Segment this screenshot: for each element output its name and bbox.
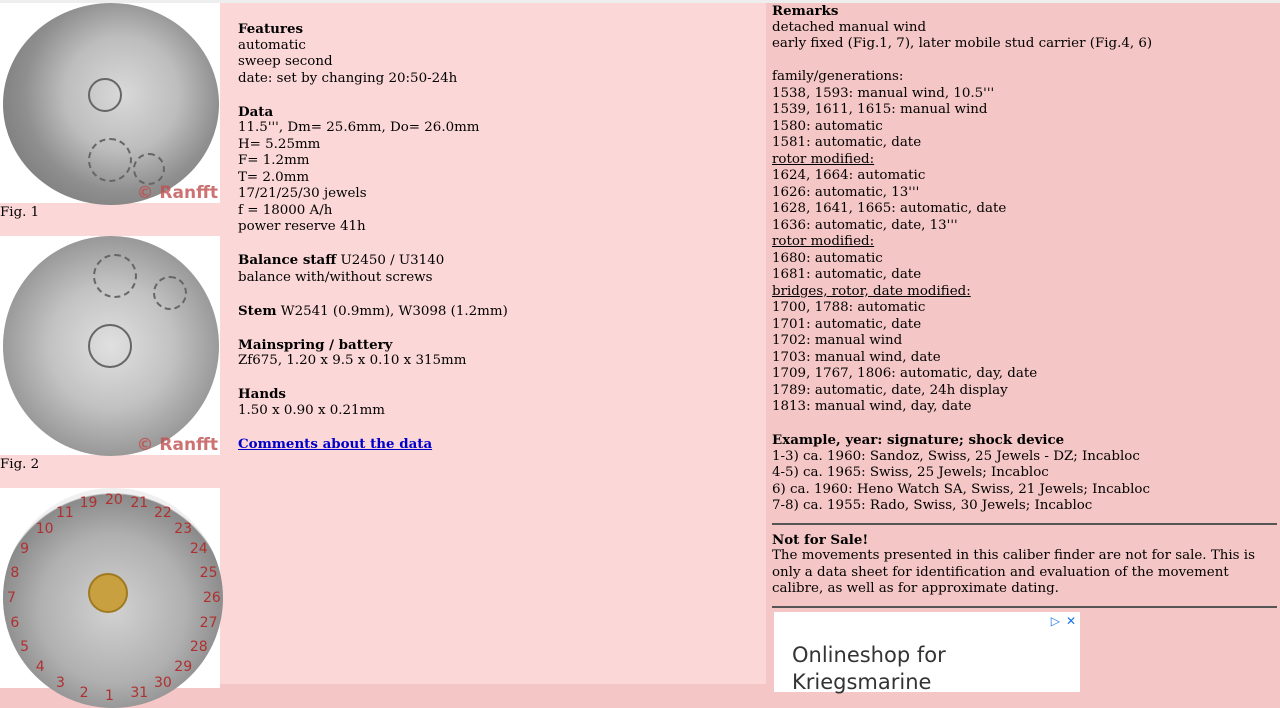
ad-controls <box>1045 613 1076 630</box>
text-line: 17/21/25/30 jewels <box>238 186 367 201</box>
dial-number: 1 <box>105 688 114 704</box>
balance-value: U2450 / U3140 <box>336 253 445 268</box>
family-subheading: bridges, rotor, date modified: <box>772 283 971 299</box>
dial-number: 5 <box>20 639 30 655</box>
family-item: 1636: automatic, date, 13''' <box>772 217 958 233</box>
dial-number: 8 <box>10 564 20 581</box>
family-item: 1709, 1767, 1806: automatic, day, date <box>772 366 1038 381</box>
text-line: 1.50 x 0.90 x 0.21mm <box>238 402 385 418</box>
dial-number: 19 <box>79 495 98 512</box>
close-icon[interactable]: ✕ <box>1065 614 1076 628</box>
section-heading: Hands <box>238 386 286 402</box>
dial-number: 10 <box>35 520 54 537</box>
gear <box>93 254 137 298</box>
hands-section <box>238 386 766 419</box>
section-heading: family/generations: <box>772 69 904 84</box>
family-list <box>772 86 1280 416</box>
balance-section <box>238 252 766 286</box>
figure-caption: Fig. 1 <box>0 205 40 220</box>
ad-line: Kriegsmarine <box>792 670 932 694</box>
figure-1 <box>0 3 220 203</box>
figure-2 <box>0 236 220 455</box>
dial-number: 2 <box>79 684 89 701</box>
dial-number: 7 <box>7 590 16 606</box>
watermark: © Ranfft <box>136 434 218 455</box>
text-line: T= 2.0mm <box>238 169 310 185</box>
dial-number: 30 <box>154 674 172 691</box>
dial-number: 3 <box>56 674 65 691</box>
gear <box>88 573 128 613</box>
section-heading: Remarks <box>772 3 839 19</box>
text-line: sweep second <box>238 54 333 69</box>
ad-text[interactable] <box>792 642 946 696</box>
family-item: 1702: manual wind <box>772 333 903 348</box>
family-subheading: rotor modified: <box>772 151 875 167</box>
family-item: 1580: automatic <box>772 118 883 134</box>
mainspring-section <box>238 337 766 370</box>
dial-number: 31 <box>130 684 149 701</box>
dial-number: 9 <box>20 541 30 557</box>
family-item: 1680: automatic <box>772 250 883 266</box>
family-item: 1703: manual wind, date <box>772 349 941 365</box>
dial-number: 20 <box>105 492 123 508</box>
not-for-sale-text: The movements presented in this caliber finder are not for sale. This is only a data sheet for identification and evaluation of the movement calibre, as well as for approximate dating. <box>772 548 1255 596</box>
section-heading: Stem <box>238 302 277 319</box>
text-line: automatic <box>238 37 306 53</box>
dial-number: 22 <box>154 505 172 522</box>
stem-section <box>238 303 766 321</box>
family-item: 1813: manual wind, day, date <box>772 399 972 414</box>
dial-number: 26 <box>203 590 221 606</box>
divider <box>772 606 1277 608</box>
family-item: 1700, 1788: automatic <box>772 300 926 315</box>
family-item: 1789: automatic, date, 24h display <box>772 382 1008 398</box>
movement-photo-1 <box>3 3 219 205</box>
figure-3 <box>0 488 221 704</box>
section-heading: Balance staff <box>238 252 337 268</box>
section-heading: Data <box>238 103 274 120</box>
family-item: 1626: automatic, 13''' <box>772 184 920 200</box>
text-line: 11.5''', Dm= 25.6mm, Do= 26.0mm <box>238 120 480 135</box>
figures-column <box>0 3 233 704</box>
rotor-hub <box>88 324 132 368</box>
text-line: balance with/without screws <box>238 269 433 285</box>
data-column <box>233 3 766 684</box>
family-item: 1681: automatic, date <box>772 267 922 282</box>
adchoices-icon[interactable]: ▷ <box>1050 614 1060 628</box>
text-line: early fixed (Fig.1, 7), later mobile stud carrier (Fig.4, 6) <box>772 36 1153 51</box>
text-line: F= 1.2mm <box>238 153 310 168</box>
dial-number: 25 <box>199 564 218 581</box>
dial-number: 21 <box>130 495 149 512</box>
text-line: 4-5) ca. 1965: Swiss, 25 Jewels; Incabloc <box>772 465 1049 480</box>
family-item: 1539, 1611, 1615: manual wind <box>772 102 988 117</box>
dial-number: 24 <box>189 541 208 557</box>
movement-photo-2 <box>3 236 219 456</box>
rotor-hub <box>88 78 122 112</box>
text-line: date: set by changing 20:50-24h <box>238 70 458 86</box>
text-line: power reserve 41h <box>238 219 366 234</box>
section-heading: Mainspring / battery <box>238 336 393 353</box>
text-line: H= 5.25mm <box>238 136 321 152</box>
gear <box>133 153 165 185</box>
dial-number: 29 <box>174 659 193 676</box>
text-line: detached manual wind <box>772 19 927 35</box>
family-subheading: rotor modified: <box>772 234 875 249</box>
dial-number: 28 <box>189 639 208 655</box>
comments-link[interactable]: Comments about the data <box>238 435 433 452</box>
text-line: 6) ca. 1960: Heno Watch SA, Swiss, 21 Jewels; Incabloc <box>772 481 1150 497</box>
dial-number: 27 <box>199 615 218 632</box>
divider <box>772 523 1277 525</box>
examples-section <box>772 432 1280 515</box>
text-line: f = 18000 A/h <box>238 202 333 218</box>
dial-number: 11 <box>56 505 74 522</box>
text-line: Zf675, 1.20 x 9.5 x 0.10 x 315mm <box>238 353 467 368</box>
section-heading: Example, year: signature; shock device <box>772 432 1065 448</box>
dial-number: 23 <box>174 520 193 537</box>
section-heading: Features <box>238 21 304 37</box>
ad-line: Onlineshop for <box>792 643 946 667</box>
dial-number: 4 <box>35 659 45 676</box>
gear <box>88 138 132 182</box>
stem-value: W2541 (0.9mm), W3098 (1.2mm) <box>276 303 508 319</box>
family-item: 1628, 1641, 1665: automatic, date <box>772 201 1007 216</box>
text-line: 1-3) ca. 1960: Sandoz, Swiss, 25 Jewels - DZ; Incabloc <box>772 448 1140 464</box>
comments-section <box>238 436 766 454</box>
figure-caption: Fig. 2 <box>0 457 40 472</box>
dial-number: 6 <box>10 615 20 632</box>
advertisement[interactable] <box>774 612 1080 692</box>
not-for-sale-section <box>772 532 1280 598</box>
gear <box>153 276 187 310</box>
text-line <box>238 252 766 270</box>
remarks-column <box>766 3 1280 694</box>
text-line: 7-8) ca. 1955: Rado, Swiss, 30 Jewels; Incabloc <box>772 498 1093 513</box>
watermark: © Ranfft <box>136 182 218 203</box>
features-section <box>238 21 766 87</box>
family-item: 1581: automatic, date <box>772 135 922 150</box>
data-section <box>238 104 766 236</box>
family-item: 1701: automatic, date <box>772 316 922 332</box>
family-section <box>772 69 1280 416</box>
family-item: 1624, 1664: automatic <box>772 168 926 183</box>
section-heading: Not for Sale! <box>772 531 869 548</box>
family-item: 1538, 1593: manual wind, 10.5''' <box>772 85 995 101</box>
remarks-section <box>772 3 1280 53</box>
